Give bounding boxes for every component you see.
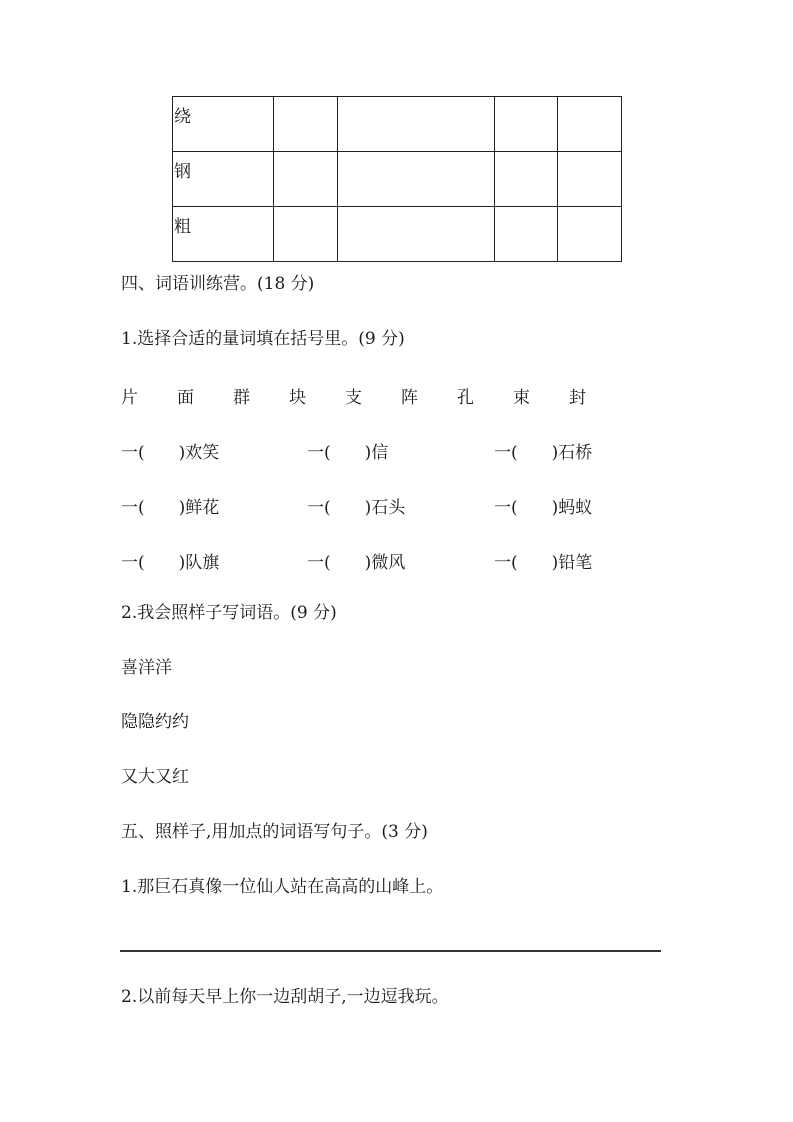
answer-cell[interactable]	[558, 152, 622, 207]
option-word: 块	[289, 388, 306, 408]
table-row	[173, 207, 622, 262]
example-sentence: 2.以前每天早上你一边刮胡子,一边逗我玩。	[121, 987, 449, 1007]
option-word: 阵	[401, 388, 418, 408]
option-word: 面	[177, 388, 194, 408]
fill-blank-item[interactable]: 一( )鲜花	[121, 498, 220, 518]
measure-word-question: 1.选择合适的量词填在括号里。(9 分)	[121, 329, 405, 349]
option-word: 封	[569, 388, 586, 408]
option-word: 群	[233, 388, 250, 408]
answer-line[interactable]	[120, 950, 661, 952]
fill-blank-row	[0, 438, 793, 463]
answer-cell[interactable]	[495, 97, 558, 152]
fill-blank-item[interactable]: 一( )队旗	[121, 553, 220, 573]
fill-blank-item[interactable]: 一( )石头	[307, 498, 406, 518]
fill-blank-item[interactable]: 一( )蚂蚁	[494, 498, 593, 518]
answer-cell[interactable]	[338, 97, 495, 152]
fill-blank-item[interactable]: 一( )石桥	[494, 443, 593, 463]
answer-cell[interactable]	[338, 207, 495, 262]
fill-blank-item[interactable]: 一( )欢笑	[121, 443, 220, 463]
table-row	[173, 152, 622, 207]
answer-cell[interactable]	[495, 207, 558, 262]
character-table	[172, 96, 622, 262]
answer-cell[interactable]	[274, 152, 338, 207]
option-word: 束	[513, 388, 530, 408]
answer-cell[interactable]	[274, 97, 338, 152]
section5-title: 五、照样子,用加点的词语写句子。(3 分)	[121, 822, 428, 842]
fill-blank-row	[0, 548, 793, 573]
example-word: 又大又红	[121, 767, 189, 787]
table-char-cell: 钢	[173, 152, 274, 207]
answer-cell[interactable]	[558, 97, 622, 152]
option-word: 孔	[457, 388, 474, 408]
fill-blank-item[interactable]: 一( )铅笔	[494, 553, 593, 573]
example-word: 喜洋洋	[121, 658, 172, 678]
table-row	[173, 97, 622, 152]
fill-blank-item[interactable]: 一( )信	[307, 443, 389, 463]
fill-blank-row	[0, 493, 793, 518]
measure-word-options	[0, 383, 793, 408]
answer-cell[interactable]	[558, 207, 622, 262]
section4-title: 四、词语训练营。(18 分)	[121, 274, 315, 294]
option-word: 支	[345, 388, 362, 408]
answer-cell[interactable]	[274, 207, 338, 262]
option-word: 片	[121, 388, 138, 408]
table-char-cell: 粗	[173, 207, 274, 262]
word-pattern-question: 2.我会照样子写词语。(9 分)	[121, 603, 337, 623]
answer-cell[interactable]	[495, 152, 558, 207]
table-char-cell: 绕	[173, 97, 274, 152]
example-sentence: 1.那巨石真像一位仙人站在高高的山峰上。	[121, 877, 444, 897]
example-word: 隐隐约约	[121, 712, 189, 732]
fill-blank-item[interactable]: 一( )微风	[307, 553, 406, 573]
answer-cell[interactable]	[338, 152, 495, 207]
